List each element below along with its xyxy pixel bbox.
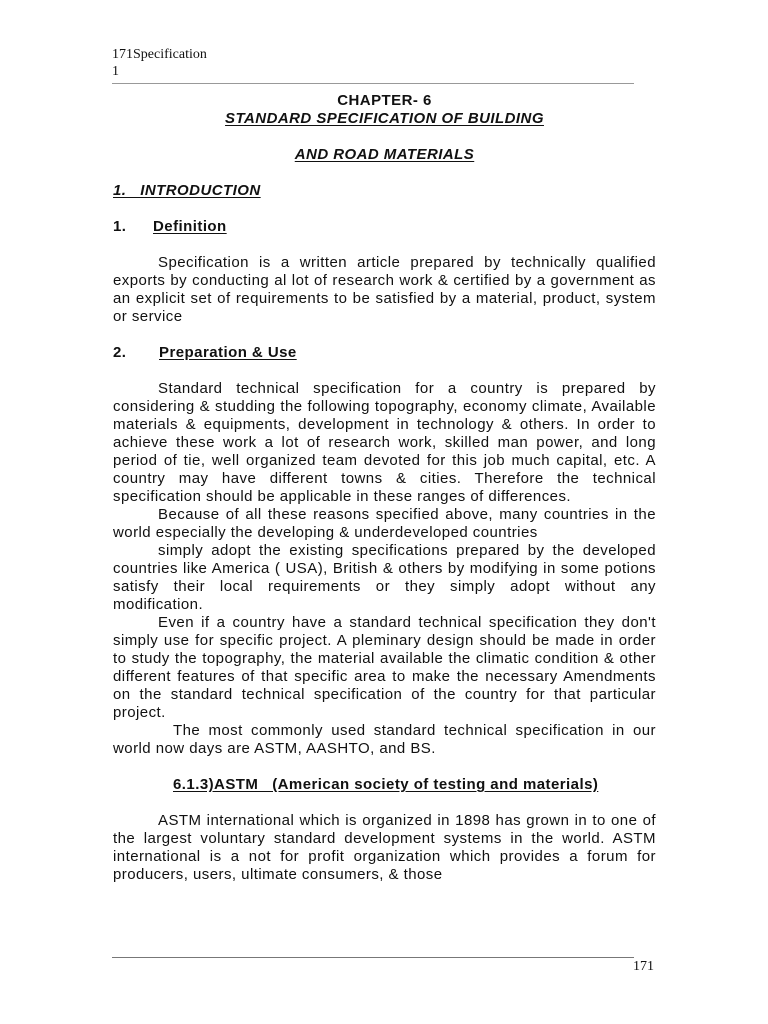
- header-rule: [112, 83, 634, 84]
- astm-paragraph: ASTM international which is organized in 1898 has grown in to one of the largest voluntary standard development systems in the world. ASTM international is a not for profit organization which provides a forum for producers, users, ultimate consumers, & those: [113, 812, 656, 883]
- preparation-heading: [113, 344, 656, 362]
- preparation-number: 2.: [113, 344, 127, 361]
- preparation-paragraph-1: Standard technical specification for a country is prepared by considering & studding the following topography, economy climate, Available materials & equipments, development in technology & others. In order to achieve these work a lot of research work, skilled man power, and long period of tie, well organized team devoted for this job much capital, etc. A country may have different towns & cities. Therefore the technical specification should be applicable in these ranges of differences.: [113, 380, 656, 505]
- definition-paragraph: Specification is a written article prepared by technically qualified exports by conducting al lot of research work & certified by a government as an explicit set of requirements to be satisfied by a material, product, system or service: [113, 254, 656, 325]
- chapter-label: CHAPTER- 6: [337, 92, 432, 109]
- astm-heading: 6.1.3)ASTM (American society of testing and materials): [173, 776, 599, 793]
- preparation-title: Preparation & Use: [159, 344, 297, 361]
- preparation-paragraph-3: Even if a country have a standard technical specification they don't simply use for specific project. A pleminary design should be made in order to study the topography, the material available the climatic condition & other different features of that specific area to make the necessary Amendments on the standard technical specification of the country for that particular project.: [113, 614, 656, 721]
- preparation-paragraph-4: The most commonly used standard technical specification in our world now days are ASTM, AASHTO, and BS.: [113, 722, 656, 757]
- preparation-paragraph-2a: Because of all these reasons specified above, many countries in the world especially the developing & underdeveloped countries: [113, 506, 656, 541]
- chapter-title-line2: AND ROAD MATERIALS: [294, 146, 475, 163]
- definition-heading: [113, 218, 656, 236]
- preparation-paragraph-2b: simply adopt the existing specifications prepared by the developed countries like America ( USA), British & others by modifying in some potions satisfy their local requirements or they simply adopt without any modification.: [113, 542, 656, 613]
- header-page-number: 1: [112, 64, 119, 79]
- page-header: [112, 46, 207, 80]
- chapter-title-line1: STANDARD SPECIFICATION OF BUILDING: [225, 110, 544, 127]
- footer-rule: [112, 957, 634, 958]
- header-title: 171Specification: [112, 47, 207, 62]
- definition-title: Definition: [153, 218, 227, 235]
- definition-number: 1.: [113, 218, 127, 235]
- section-introduction-heading: 1. INTRODUCTION: [113, 182, 261, 199]
- document-body: [113, 92, 656, 884]
- footer-page-number: 171: [633, 959, 654, 974]
